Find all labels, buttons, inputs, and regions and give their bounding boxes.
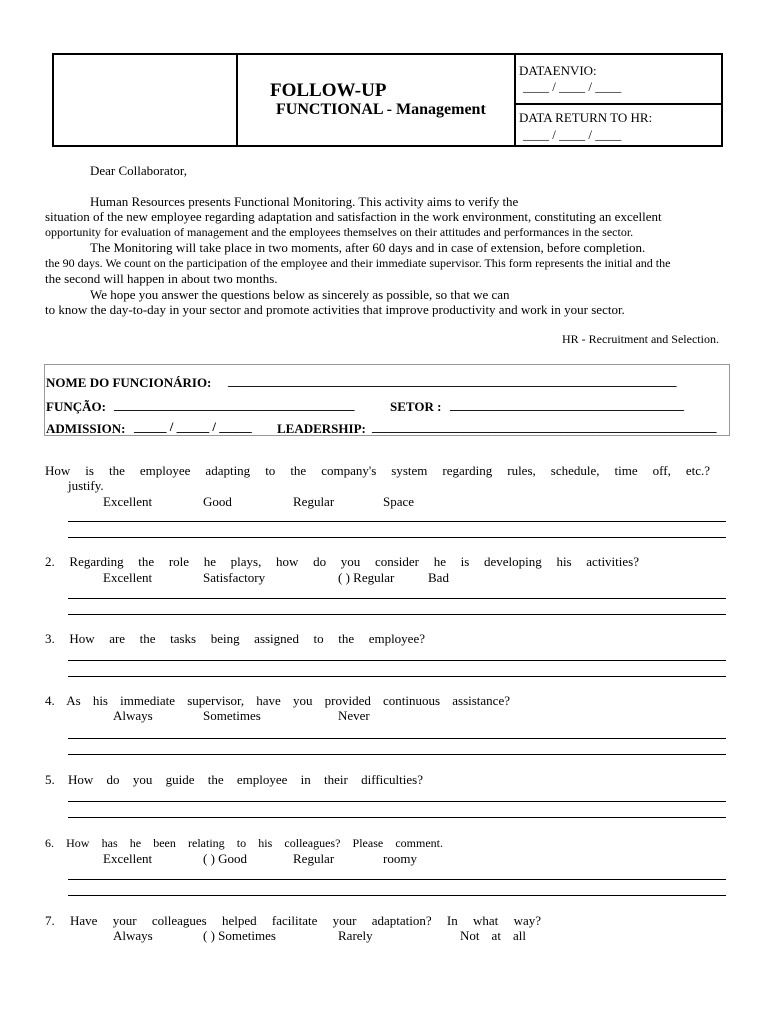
letter-p1-line3: opportunity for evaluation of management and the employees themselves on their attitudes and performances in the sector.: [45, 225, 634, 239]
letter-p2-line2: the 90 days. We count on the participation of the employee and their immediate supervisor. This form represents the initial and the: [45, 256, 671, 270]
form-subtitle: FUNCTIONAL - Management: [276, 101, 486, 118]
question-1-text: How is the employee adapting to the company's system regarding rules, schedule, time off, etc.?: [45, 463, 710, 478]
question-1-option[interactable]: Regular: [293, 494, 335, 509]
letter-p2-line3: the second will happen in about two months.: [45, 271, 278, 286]
question-4-text: 4. As his immediate supervisor, have you provided continuous assistance?: [45, 693, 510, 708]
employee-name-field[interactable]: _____________________________________________________________________: [228, 373, 677, 388]
question-2-text: 2. Regarding the role he plays, how do you consider he is developing his activities?: [45, 554, 639, 569]
form-title: FOLLOW-UP: [270, 80, 387, 101]
answer-line[interactable]: [68, 895, 726, 896]
answer-line[interactable]: [68, 598, 726, 599]
date-return-field[interactable]: ____ / ____ / ____: [523, 127, 622, 142]
question-1-option[interactable]: Excellent: [103, 494, 153, 509]
answer-line[interactable]: [68, 801, 726, 802]
employee-name-label: NOME DO FUNCIONÁRIO:: [46, 375, 212, 390]
letter-p3-line2: to know the day-to-day in your sector and promote activities that improve productivity and work in your sector.: [45, 302, 625, 317]
admission-label: ADMISSION:: [46, 421, 126, 436]
function-label: FUNÇÃO:: [46, 399, 106, 414]
question-4-option[interactable]: Sometimes: [203, 708, 261, 723]
question-1-option[interactable]: Space: [383, 494, 415, 509]
question-5-text: 5. How do you guide the employee in their difficulties?: [45, 772, 423, 787]
answer-line[interactable]: [68, 676, 726, 677]
letter-p1-line1: Human Resources presents Functional Monitoring. This activity aims to verify the: [90, 194, 519, 209]
header-box: [52, 53, 723, 147]
date-return-label: DATA RETURN TO HR:: [519, 110, 653, 125]
header-divider-right: [514, 55, 516, 145]
sector-field[interactable]: ____________________________________: [450, 397, 684, 412]
question-7-option[interactable]: ( ) Sometimes: [203, 928, 276, 943]
question-7-text: 7. Have your colleagues helped facilitate your adaptation? In what way?: [45, 913, 541, 928]
header-date-divider: [516, 103, 723, 105]
letter-p3-line1: We hope you answer the questions below as sincerely as possible, so that we can: [90, 287, 510, 302]
admission-field[interactable]: _____ / _____ / _____: [134, 419, 252, 434]
sector-label: SETOR :: [390, 399, 442, 414]
question-7-option[interactable]: Always: [113, 928, 153, 943]
question-1-continuation: justify.: [68, 478, 104, 493]
question-2-option[interactable]: ( ) Regular: [338, 570, 395, 585]
answer-line[interactable]: [68, 614, 726, 615]
question-2-option[interactable]: Excellent: [103, 570, 153, 585]
answer-line[interactable]: [68, 738, 726, 739]
answer-line[interactable]: [68, 879, 726, 880]
question-2-option[interactable]: Satisfactory: [203, 570, 266, 585]
question-6-option[interactable]: ( ) Good: [203, 851, 248, 866]
question-2-option[interactable]: Bad: [428, 570, 449, 585]
answer-line[interactable]: [68, 660, 726, 661]
answer-line[interactable]: [68, 754, 726, 755]
answer-line[interactable]: [68, 521, 726, 522]
question-6-option[interactable]: roomy: [383, 851, 417, 866]
question-6-option[interactable]: Excellent: [103, 851, 153, 866]
function-field[interactable]: _____________________________________: [114, 397, 355, 412]
leadership-field[interactable]: _____________________________________________________: [372, 419, 717, 434]
date-sent-field[interactable]: ____ / ____ / ____: [523, 79, 622, 94]
letter-p1-line2: situation of the new employee regarding adaptation and satisfaction in the work environment, constituting an excellent: [45, 209, 662, 224]
question-4-option[interactable]: Never: [338, 708, 370, 723]
leadership-label: LEADERSHIP:: [277, 421, 366, 436]
letter-p2-line1: The Monitoring will take place in two moments, after 60 days and in case of extension, before completion.: [90, 240, 646, 255]
question-6-text: 6. How has he been relating to his colleagues? Please comment.: [45, 836, 443, 850]
question-6-option[interactable]: Regular: [293, 851, 335, 866]
answer-line[interactable]: [68, 537, 726, 538]
question-4-option[interactable]: Always: [113, 708, 153, 723]
header-divider-left: [236, 55, 238, 145]
greeting: Dear Collaborator,: [90, 163, 187, 178]
question-7-option[interactable]: Not at all: [460, 928, 526, 943]
question-7-option[interactable]: Rarely: [338, 928, 373, 943]
question-3-text: 3. How are the tasks being assigned to the employee?: [45, 631, 425, 646]
date-sent-label: DATAENVIO:: [519, 63, 597, 78]
question-1-option[interactable]: Good: [203, 494, 232, 509]
hr-signature: HR - Recruitment and Selection.: [562, 332, 719, 346]
answer-line[interactable]: [68, 817, 726, 818]
